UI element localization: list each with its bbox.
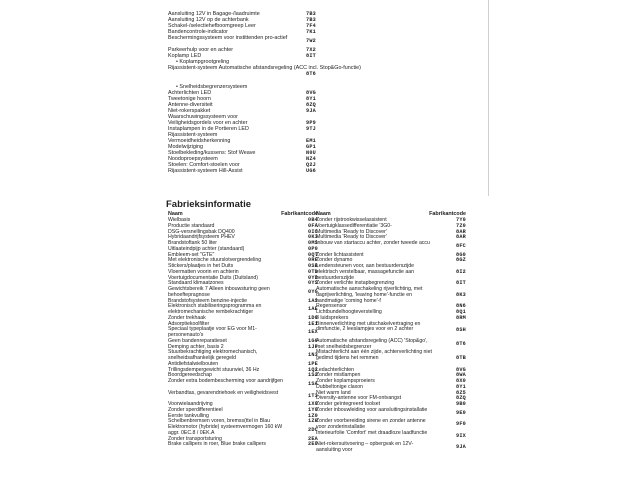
item-code: 0QT bbox=[308, 251, 318, 258]
item-name: Vloermatten voorin en achterin bbox=[168, 268, 239, 275]
item-name: Zonder sperdifferentieel bbox=[168, 406, 223, 413]
item-code: 8T6 bbox=[456, 340, 466, 347]
item-name: Hybridaandrijfsysteem PHEV bbox=[168, 234, 235, 241]
item-code: 7B3 bbox=[306, 17, 316, 24]
item-name: Met elektronische stuurslotvergrendeling bbox=[168, 257, 262, 264]
item-name: Zonder geïntegreerd toolset bbox=[316, 401, 381, 407]
item-name: Modelwijziging bbox=[168, 144, 204, 151]
item-name: Embleem-set "GTE" bbox=[168, 251, 215, 258]
item-code: 7B3 bbox=[306, 11, 316, 17]
item-name: Zonder rijstrookwisselassistent bbox=[316, 217, 387, 223]
item-name: • Koplampgrootgreling bbox=[176, 59, 230, 66]
list-item bbox=[168, 425, 318, 437]
item-code: 8AR bbox=[456, 234, 466, 241]
item-name: Stoelbekleding/kussens: Stof Weave bbox=[168, 150, 256, 157]
item-code: 8VG bbox=[306, 89, 316, 96]
item-name: Niet warm land bbox=[316, 389, 351, 396]
item-name: Demping achter, basis 2 bbox=[168, 343, 224, 350]
item-code: 8Y1 bbox=[456, 383, 466, 390]
item-name: Instaplampen in de Portieren LED bbox=[168, 125, 249, 132]
item-name: Elektronisch stabiliseringsprogramma en elektromechanische rembekrachtiger bbox=[168, 303, 262, 315]
item-name: Zonder dynamo bbox=[316, 257, 353, 264]
item-name: Wielbasis bbox=[168, 217, 191, 223]
item-code: 7Z0 bbox=[456, 222, 466, 229]
item-name: Diversity-antenne voor FM-ontvangst bbox=[316, 395, 402, 402]
item-name: Elektromotor (hybride) systeemvermogen 160 kW aggr. 0EC.8 / 0EK.A bbox=[168, 424, 283, 436]
item-code: 9B0 bbox=[456, 401, 466, 407]
item-name: Ledachterlichten bbox=[316, 366, 355, 373]
list-item bbox=[168, 65, 361, 83]
item-name: Brake callipers in roer, Blue brake callipers bbox=[168, 441, 267, 448]
item-code: 8RM bbox=[456, 314, 466, 321]
item-code: 0YG bbox=[308, 289, 318, 295]
item-name: Koplamp LED bbox=[168, 53, 202, 60]
header-name: Naam bbox=[168, 211, 183, 217]
item-code: 0MS bbox=[308, 240, 318, 246]
item-name: Aansluiting 12V op de achterbank bbox=[168, 17, 249, 24]
item-code: 8K3 bbox=[456, 292, 466, 298]
header-code: Fabrikantcode bbox=[281, 211, 318, 217]
item-name: Stickers/plaatjes in het Duits bbox=[168, 263, 234, 269]
item-code: 8FC bbox=[456, 243, 466, 249]
item-code: 7W2 bbox=[306, 38, 316, 45]
item-name: Eerste tankvulling bbox=[168, 412, 209, 419]
item-name: Parkeerhulp voor en achter bbox=[168, 47, 234, 54]
item-code: 0IC bbox=[308, 228, 318, 235]
item-name: Dubbeltonige claxon bbox=[316, 383, 364, 390]
list-item bbox=[316, 241, 466, 253]
item-name: Automatische afstandsregeling (ACC) 'Stop&go', met snelheidsbegrenzer bbox=[316, 337, 428, 350]
list-item bbox=[168, 442, 318, 448]
list-item bbox=[316, 442, 466, 454]
item-code: 9P9 bbox=[306, 119, 316, 126]
item-code: 0RF bbox=[308, 257, 318, 264]
item-name: Zonder voorbereiding sirene en zonder antenne voor zonderinstallatie bbox=[316, 418, 426, 430]
item-name: Lichtbundelhoogteverstelling bbox=[316, 309, 382, 315]
item-name: Noodoproepsysteem bbox=[168, 156, 218, 163]
item-name: Niet-rokerspakket bbox=[168, 107, 211, 114]
item-code: 8TB bbox=[456, 355, 466, 362]
item-name: Schelbenbremsen voren, bremss(ttel in Blau bbox=[168, 418, 271, 425]
item-code: 1AE bbox=[308, 306, 318, 313]
item-code: 8AR bbox=[456, 228, 466, 235]
item-name: Standaard klimaatzones bbox=[168, 280, 224, 287]
item-code: 0FA bbox=[308, 222, 318, 229]
item-name: Waarschuwingssysteem voor bbox=[168, 113, 238, 120]
item-name: Beschermingssysteem voor instittenden pro-actief bbox=[168, 35, 288, 42]
item-name: Antenne-diversiteit bbox=[168, 101, 213, 108]
page-divider bbox=[488, 0, 489, 196]
item-name: Productie standaard bbox=[168, 222, 215, 229]
item-name: Zonder lichtassistent bbox=[316, 251, 364, 258]
item-name: Multimedia 'Ready to Discover' bbox=[316, 228, 387, 235]
item-code: 8VG bbox=[456, 366, 466, 373]
header-name: Naam bbox=[316, 211, 331, 217]
item-code: 9E0 bbox=[456, 409, 466, 416]
item-code: 1T3 bbox=[308, 392, 318, 399]
list-item bbox=[168, 287, 318, 299]
item-code: 0K3 bbox=[308, 234, 318, 241]
item-name: Tweetonige hoorn bbox=[168, 95, 211, 102]
item-name: Binnenverlichting met uitschakelvertraging en dimfunctie, 2 leeslampjes voor en 2 achter bbox=[316, 320, 421, 333]
item-code: 1JF bbox=[308, 343, 318, 350]
item-code: 2EU bbox=[308, 441, 318, 448]
list-item bbox=[316, 350, 466, 367]
item-code: 8ZQ bbox=[456, 395, 466, 402]
section-title: Fabrieksinformatie bbox=[166, 199, 251, 210]
header-code: Fabrikantcode bbox=[429, 211, 466, 217]
item-name: Lendensteunen voor, aan bestuurderszijde elektrisch verstelbaar, massagefunctie aan bestuurderszijde bbox=[316, 263, 415, 281]
item-code: 0P0 bbox=[308, 245, 318, 252]
item-name: Adsorptiekoolfilter bbox=[168, 320, 210, 327]
item-code: 8Y1 bbox=[306, 95, 316, 102]
item-name: Voorwielaandrijving bbox=[168, 401, 213, 407]
item-code: 7K1 bbox=[306, 29, 316, 36]
list-item bbox=[316, 287, 466, 304]
item-code: 1Y0 bbox=[308, 406, 318, 413]
item-name: Zonder extra bodembescherming voor aandrijfgen bbox=[168, 378, 284, 384]
equipment-list bbox=[168, 11, 361, 175]
item-code: 8ZQ bbox=[306, 101, 316, 108]
item-code: EM1 bbox=[306, 138, 316, 145]
item-name: Aansluiting 12V in Bagage-/laadruimte bbox=[168, 11, 260, 17]
item-name: Voertuigklassedifferentiatie '3G0- bbox=[316, 222, 392, 229]
item-name: Inbouw van startaccu achter, zonder tweede accu bbox=[316, 240, 430, 246]
item-name: Boordgereedschap bbox=[168, 372, 212, 379]
item-code: 7F4 bbox=[306, 23, 316, 30]
item-code: 8IT bbox=[456, 280, 466, 287]
item-name: • Snelheidsbegrenzersysteem bbox=[176, 83, 248, 90]
item-name: Stuurbekrachtiging elektromechanisch, snelheidsafhankelijk geregeld bbox=[168, 349, 258, 361]
item-name: Zonder verlichte instapbegrenzing bbox=[316, 280, 395, 287]
item-code: Q2J bbox=[306, 162, 316, 169]
item-name: Geen bandenreparatieset bbox=[168, 337, 227, 344]
item-code: 1D0 bbox=[308, 314, 318, 321]
item-name: Brandstofsysteem benzine-injectie bbox=[168, 297, 248, 304]
item-code: 8IT bbox=[306, 53, 316, 60]
item-name: Verbandtas, gevarendriehoek en veiligheidsvest bbox=[168, 389, 279, 396]
factory-info-right-column bbox=[316, 211, 466, 454]
item-name: Trillingsdempergewicht stuurwiel, 36 Hz bbox=[168, 366, 260, 373]
item-name: Antidiefstalwielbouten bbox=[168, 360, 219, 367]
item-code: 9TJ bbox=[306, 125, 316, 132]
item-name: Speciaal typeplaatje voor EG voor M1-personenauto's bbox=[168, 326, 257, 338]
item-code: 8GZ bbox=[456, 257, 466, 264]
item-name: Uitlaateindpijp achter (standaard) bbox=[168, 245, 245, 252]
item-code: 8Z5 bbox=[456, 389, 466, 396]
list-item bbox=[168, 35, 316, 47]
item-code: 8N6 bbox=[456, 303, 466, 310]
item-code: 0YS bbox=[308, 280, 318, 287]
item-code: 0YD bbox=[308, 274, 318, 281]
item-name: Brandstoftank 50 liter bbox=[168, 240, 218, 246]
item-name: Zonder koplampsproeiers bbox=[316, 378, 375, 384]
item-code: 8G0 bbox=[456, 251, 466, 258]
item-code: 2DC bbox=[308, 427, 318, 433]
item-code: 1Q2 bbox=[308, 366, 318, 373]
column-header bbox=[168, 211, 318, 218]
item-code: 1SA bbox=[308, 381, 318, 387]
item-name: Mistachterlicht aan één zijde, achterverlichting niet gedimd tijdens het remmen bbox=[316, 349, 432, 361]
list-item bbox=[168, 379, 318, 391]
item-code: 8T6 bbox=[306, 71, 316, 78]
item-name: Veiligheidsgordels voor en achter bbox=[168, 119, 248, 126]
item-name: Bandencontrole-indicator bbox=[168, 29, 228, 36]
item-code: 9JA bbox=[456, 444, 466, 451]
item-name: Interieurfolie 'Comfort' met draadloze laadfunctie bbox=[316, 429, 428, 436]
list-item bbox=[316, 322, 466, 339]
item-code: 7Y0 bbox=[456, 217, 466, 223]
item-code: 1Z0 bbox=[308, 412, 318, 419]
item-code: 7X2 bbox=[306, 47, 316, 54]
list-item bbox=[168, 168, 316, 174]
item-code: N0U bbox=[306, 150, 316, 157]
item-name: Automatische aanschakeling rijverlichting, met dagrijverlichting, 'leaving home'-functie en handmatige 'coming home'-f bbox=[316, 286, 423, 304]
item-name: Multimedia 'Ready to Discover' bbox=[316, 234, 387, 241]
item-name: 8 luidsprekers bbox=[316, 314, 349, 321]
item-code: 1S2 bbox=[308, 372, 318, 379]
item-name: Schakel-/selectiehefboomgreep Leer bbox=[168, 23, 256, 30]
item-code: 1ZH bbox=[308, 418, 318, 425]
item-name: Voertuigdocumentatie Duits (Duitsland) bbox=[168, 274, 258, 281]
item-code: 8SH bbox=[456, 326, 466, 333]
item-name: DSG-versnellingsbak DQ400 bbox=[168, 228, 235, 235]
item-name: Gewichtsbereik 7 Alleen inbouwsturing geen behoeftepragnose bbox=[168, 286, 270, 298]
item-code: GP1 bbox=[306, 144, 316, 151]
item-name: Rijassistent-systeem bbox=[168, 131, 218, 138]
item-code: 0B4 bbox=[308, 217, 318, 223]
item-code: UG6 bbox=[306, 168, 316, 175]
item-code: 1E1 bbox=[308, 320, 318, 327]
item-name: Stoelen: Comfort-stoelen voor bbox=[168, 162, 240, 169]
item-code: NZ4 bbox=[306, 156, 316, 163]
item-name: Zonder trekhaak bbox=[168, 314, 206, 321]
item-code: 8WA bbox=[456, 372, 466, 379]
item-name: Regensensor bbox=[316, 303, 347, 310]
item-code: 8I2 bbox=[456, 269, 466, 275]
item-name: Niet-rokersuitvoering – opbergvak en 12V-aansluiting voor bbox=[316, 441, 414, 453]
item-name: Zonder inbouwleiding voor aansluitingsinstallatie bbox=[316, 406, 428, 413]
item-code: 0TD bbox=[308, 268, 318, 275]
item-code: 8X0 bbox=[456, 378, 466, 384]
item-name: Zonder transportsturing bbox=[168, 435, 222, 442]
item-code: 0SB bbox=[308, 263, 318, 269]
item-code: 1N3 bbox=[308, 352, 318, 359]
item-code: 8Q1 bbox=[456, 309, 466, 315]
item-code: 1EX bbox=[308, 329, 318, 336]
item-code: 1PE bbox=[308, 360, 318, 367]
item-name: Rijassistent-systeem Automatische afstandsregeling (ACC incl. Stop&Go-functie) bbox=[168, 65, 361, 72]
item-code: 2EA bbox=[308, 435, 318, 442]
item-code: 1X0 bbox=[308, 401, 318, 407]
item-name: Rijassistent-systeem Hill-Assist bbox=[168, 168, 243, 175]
item-code: 9IX bbox=[456, 432, 466, 439]
item-code: 1G0 bbox=[308, 337, 318, 344]
item-name: Zonder mistlampen bbox=[316, 372, 361, 379]
item-name: Vermoeidheidsherkenning bbox=[168, 138, 231, 145]
item-code: 9F0 bbox=[456, 421, 466, 428]
item-code: 9JA bbox=[306, 107, 316, 114]
list-item bbox=[316, 264, 466, 281]
item-name: Achterlichten LED bbox=[168, 89, 212, 96]
item-code: 1AS bbox=[308, 297, 318, 304]
factory-info-left-column bbox=[168, 211, 318, 448]
